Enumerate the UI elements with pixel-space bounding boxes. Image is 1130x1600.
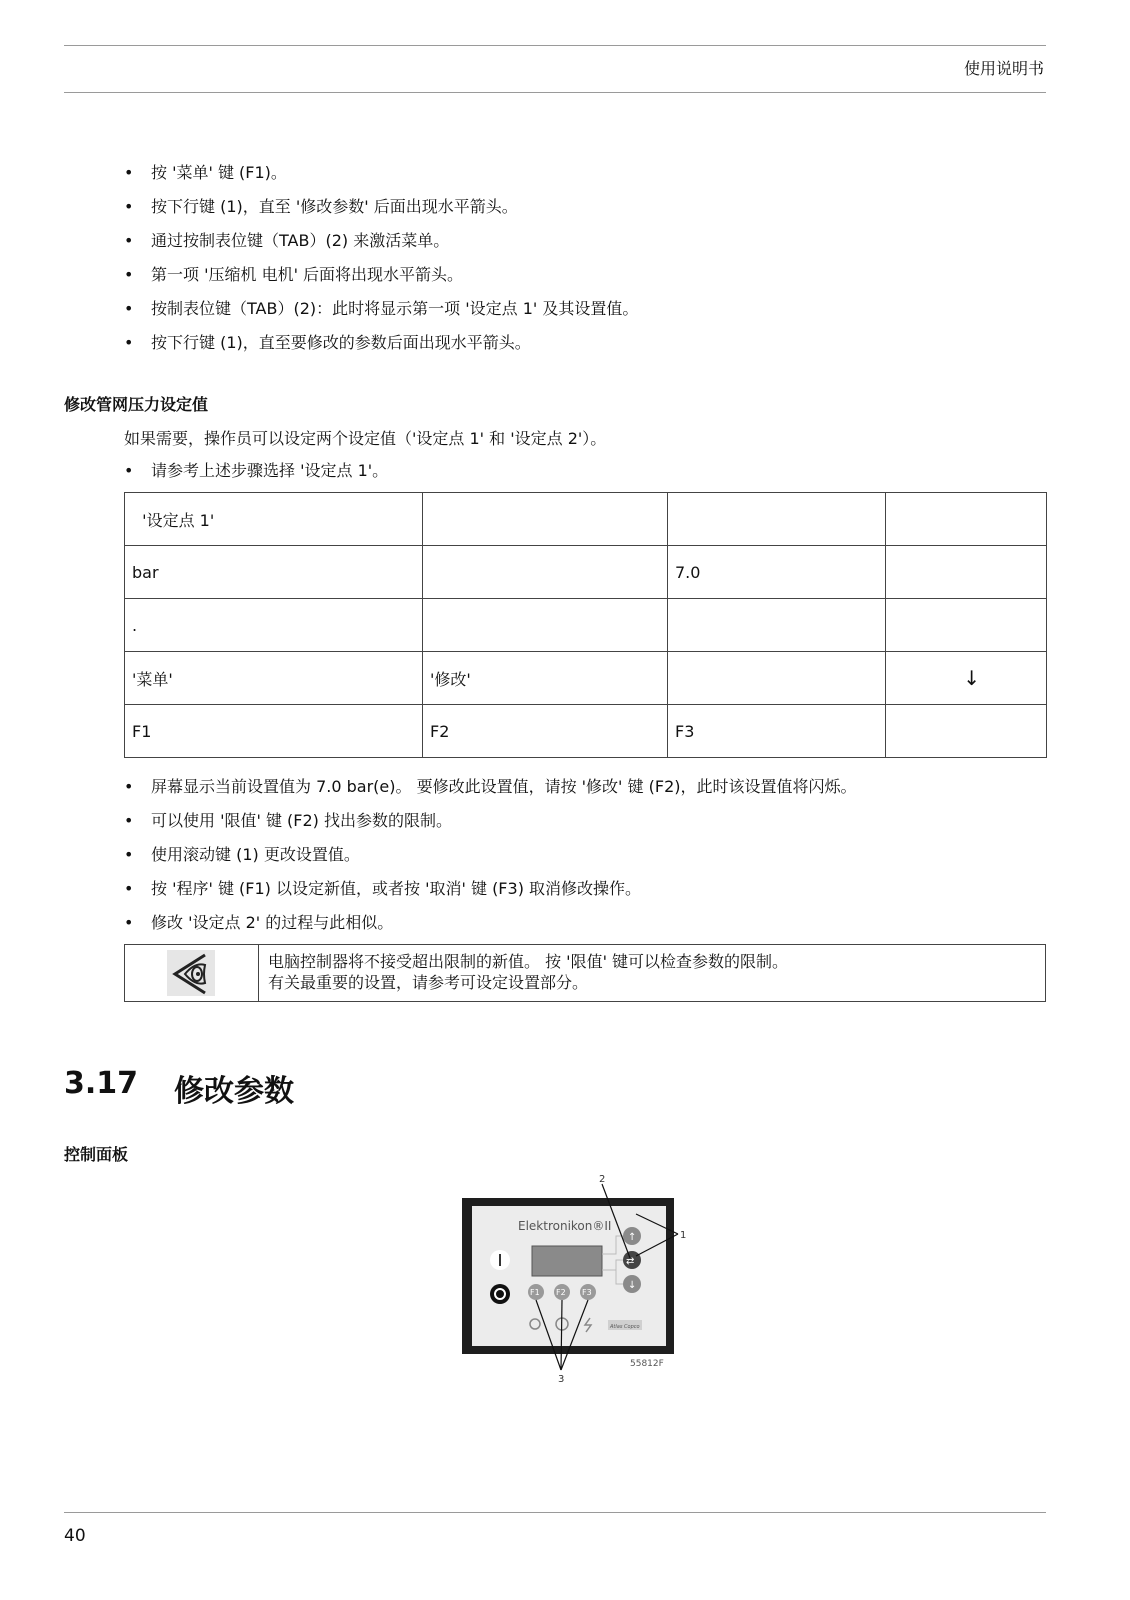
table-cell [668, 493, 886, 546]
table-cell [423, 493, 668, 546]
f3-key-label: F3 [582, 1288, 592, 1297]
note-box [124, 944, 1046, 1002]
f1-key-label: F1 [530, 1288, 540, 1297]
table-row [125, 599, 1047, 652]
list-item: • 按制表位键（TAB）(2)：此时将显示第一项 '设定点 1' 及其设置值。 [124, 298, 638, 332]
control-panel-figure [458, 1174, 718, 1384]
logo-text: Atlas Copco [610, 1324, 640, 1330]
table-cell: '菜单' [125, 652, 423, 705]
table-cell [886, 546, 1047, 599]
note-line-2: 有关最重要的设置，请参考可设定设置部分。 [268, 973, 589, 992]
table-cell: bar [125, 546, 423, 599]
brand-label: Elektronikon®II [518, 1219, 612, 1233]
table-cell: F2 [423, 705, 668, 758]
table-cell-arrow: ↓ [886, 652, 1047, 705]
note-icon-cell [125, 945, 259, 1001]
tab-arrows-icon: ⇄ [626, 1256, 635, 1267]
note-line-1: 电脑控制器将不接受超出限制的新值。 按 '限值' 键可以检查参数的限制。 [268, 952, 789, 971]
table-cell [886, 705, 1047, 758]
up-arrow-icon: ↑ [628, 1232, 637, 1243]
table-cell [423, 546, 668, 599]
start-icon [499, 1254, 501, 1266]
eye-icon [125, 945, 258, 1001]
table-cell: F1 [125, 705, 423, 758]
steps-list-2 [124, 776, 857, 946]
f2-key-label: F2 [556, 1288, 566, 1297]
list-item: • 按 '菜单' 键 (F1)。 [124, 162, 638, 196]
down-arrow-icon: ↓ [628, 1280, 637, 1291]
section-number: 3.17 [64, 1066, 139, 1101]
page-number: 40 [64, 1526, 86, 1546]
list-item: • 屏幕显示当前设置值为 7.0 bar(e)。 要修改此设置值，请按 '修改' 键 (F2)，此时该设置值将闪烁。 [124, 776, 857, 810]
list-item: • 第一项 '压缩机 电机' 后面将出现水平箭头。 [124, 264, 638, 298]
list-item: • 请参考上述步骤选择 '设定点 1'。 [124, 460, 388, 494]
table-cell: 7.0 [668, 546, 886, 599]
control-panel-heading: 控制面板 [64, 1145, 129, 1164]
list-item: • 修改 '设定点 2' 的过程与此相似。 [124, 912, 857, 946]
display-table [124, 492, 1047, 758]
list-item: • 通过按制表位键（TAB）(2) 来激活菜单。 [124, 230, 638, 264]
callout-3: 3 [558, 1374, 565, 1384]
stop-button [490, 1284, 510, 1304]
setpoint-intro: 如果需要，操作员可以设定两个设定值（'设定点 1' 和 '设定点 2'）。 [124, 429, 607, 448]
section-title: 修改参数 [174, 1074, 294, 1109]
table-row [125, 705, 1047, 758]
list-item: • 可以使用 '限值' 键 (F2) 找出参数的限制。 [124, 810, 857, 844]
table-cell: . [125, 599, 423, 652]
document-title: 使用说明书 [963, 59, 1044, 78]
callout-2: 2 [599, 1174, 606, 1185]
table-cell [668, 599, 886, 652]
list-item: • 按下行键 (1)，直至 '修改参数' 后面出现水平箭头。 [124, 196, 638, 230]
table-row [125, 546, 1047, 599]
header-rule-top [64, 45, 1046, 46]
setpoint-heading: 修改管网压力设定值 [64, 395, 209, 414]
footer-rule [64, 1512, 1046, 1513]
table-cell [423, 599, 668, 652]
list-item: • 使用滚动键 (1) 更改设置值。 [124, 844, 857, 878]
steps-list-1 [124, 162, 638, 366]
table-cell: '设定点 1' [125, 493, 423, 546]
table-cell [668, 652, 886, 705]
note-text [268, 951, 788, 993]
table-row [125, 652, 1047, 705]
figure-code: 55812F [630, 1359, 664, 1369]
table-cell: '修改' [423, 652, 668, 705]
callout-1: 1 [680, 1230, 687, 1241]
table-cell [886, 493, 1047, 546]
header-rule-bottom [64, 92, 1046, 93]
setpoint-step-list [124, 460, 388, 494]
table-cell [886, 599, 1047, 652]
list-item: • 按 '程序' 键 (F1) 以设定新值，或者按 '取消' 键 (F3) 取消修改操作。 [124, 878, 857, 912]
table-cell: F3 [668, 705, 886, 758]
display-screen [532, 1246, 602, 1276]
table-row [125, 493, 1047, 546]
list-item: • 按下行键 (1)，直至要修改的参数后面出现水平箭头。 [124, 332, 638, 366]
